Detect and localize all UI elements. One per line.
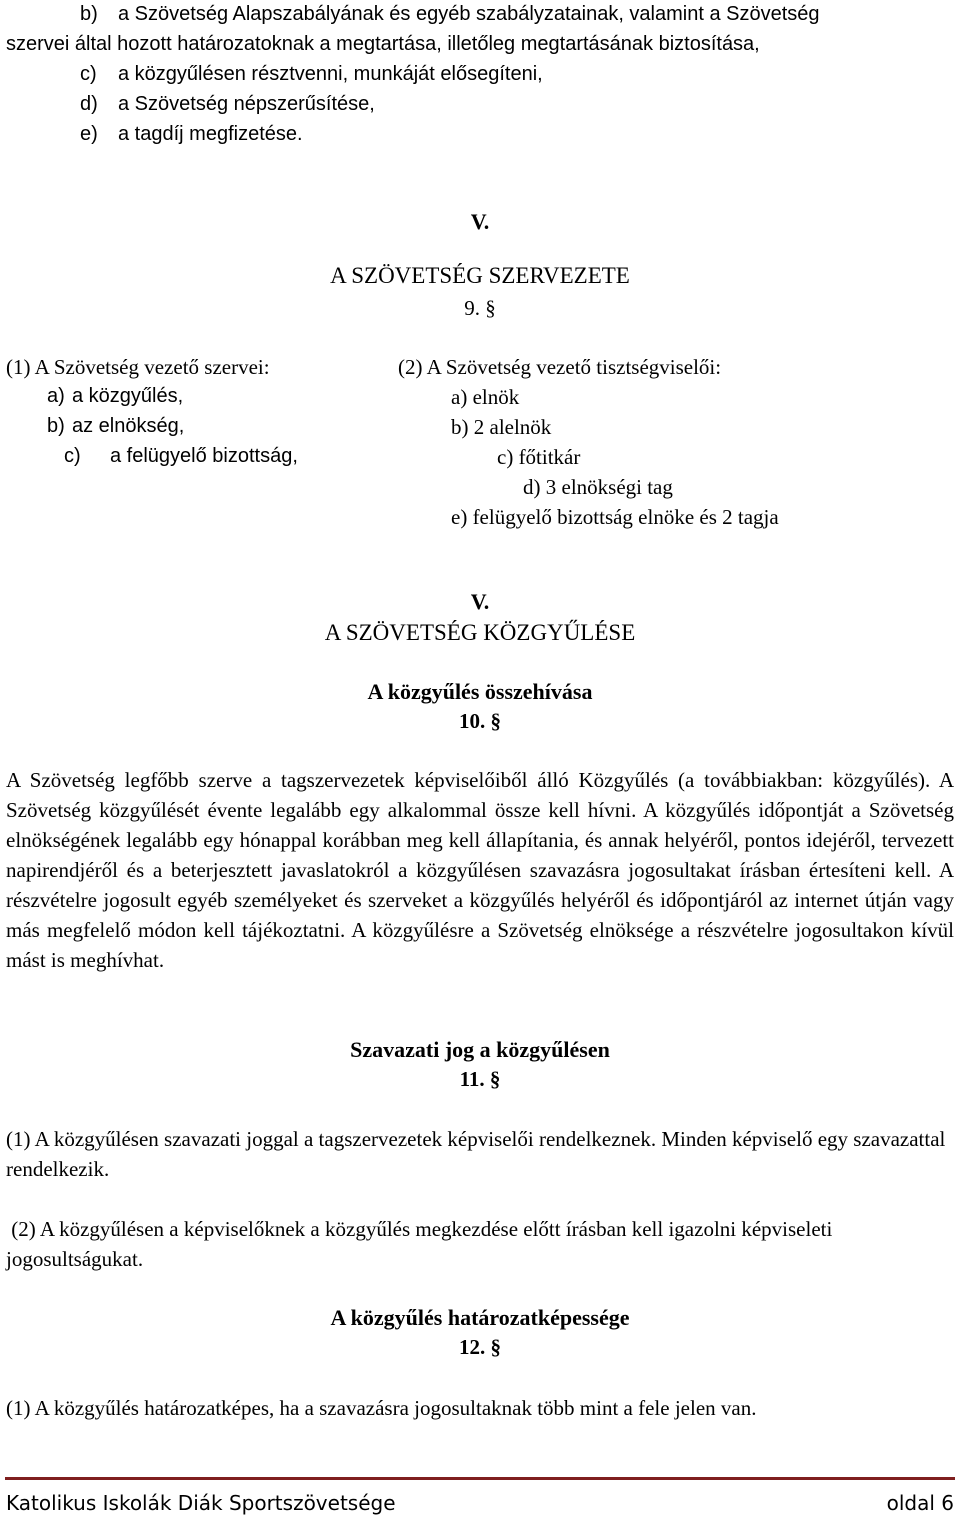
chapter-title: A SZÖVETSÉG KÖZGYŰLÉSE (324, 620, 636, 645)
convocation-paragraph: A Szövetség legfőbb szerve a tagszervezetek képviselőiből álló Közgyűlés (a továbbiakban: közgyűlés). A Szövetség közgyűlését évente legalább egy alkalommal össze kell hívni. A közgyűlés időpontját a Szövetség elnökségének legalább egy hónappal korábban meg kell állapítania, és annak helyéről, pontos idejéről, tervezett napirendjéről és a beterjesztett javaslatokról a közgyűlésen szavazásra jogosultakat írásban értesíteni kell. A részvételre jogosult egyéb személyeket és szerveket a közgyűlés helyéről és időpontjáról az internet útján vagy más megfelelő módon kell tájékoztatni. A közgyűlésre a Szövetség elnöksége a részvételre jogosultakon kívül mást is meghívhat. (6, 768, 954, 972)
chapter-number: V. (470, 589, 490, 614)
officer-item: c) főtitkár (497, 445, 581, 469)
list-item-c: a közgyűlésen résztvenni, munkáját elősegíteni, (118, 63, 543, 85)
officer-item: b) 2 alelnök (451, 415, 552, 439)
section-number: 12. § (459, 1335, 501, 1359)
list-label-d: d) (80, 93, 98, 115)
organs-heading: (1) A Szövetség vezető szervei: (6, 355, 270, 379)
subsection-title: A közgyűlés határozatképessége (330, 1305, 630, 1330)
voting-paragraph-1: (1) A közgyűlésen szavazati joggal a tagszervezetek képviselői rendelkeznek. Minden képviselő egy szavazattal rendelkezik. (6, 1127, 946, 1181)
organ-item: a felügyelő bizottság, (110, 445, 298, 467)
subsection-title: Szavazati jog a közgyűlésen (350, 1037, 610, 1062)
list-label-b: b) (80, 3, 98, 25)
organ-item: az elnökség, (72, 415, 185, 437)
list-label-c: c) (80, 63, 97, 85)
section-number: 10. § (459, 709, 501, 733)
quorum-paragraph: (1) A közgyűlés határozatképes, ha a szavazásra jogosultaknak több mint a fele jelen van. (6, 1396, 757, 1420)
organ-label: a) (47, 385, 65, 407)
footer-page-number: oldal 6 (886, 1491, 954, 1515)
officer-item: d) 3 elnökségi tag (523, 475, 673, 499)
footer-divider (5, 1477, 955, 1480)
list-item-b-line1: a Szövetség Alapszabályának és egyéb szabályzatainak, valamint a Szövetség (118, 3, 820, 25)
section-number: 9. § (464, 296, 496, 320)
organ-label: c) (64, 445, 81, 467)
chapter-title: A SZÖVETSÉG SZERVEZETE (330, 263, 630, 288)
officer-item: a) elnök (451, 385, 520, 409)
officers-heading: (2) A Szövetség vezető tisztségviselői: (398, 355, 722, 379)
section-number: 11. § (459, 1067, 501, 1091)
officer-item: e) felügyelő bizottság elnöke és 2 tagja (451, 505, 779, 529)
organ-label: b) (47, 415, 65, 437)
list-item-e: a tagdíj megfizetése. (118, 123, 303, 145)
chapter-number: V. (470, 209, 490, 234)
list-label-e: e) (80, 123, 98, 145)
subsection-title: A közgyűlés összehívása (367, 679, 593, 704)
list-item-d: a Szövetség népszerűsítése, (118, 93, 375, 115)
organ-item: a közgyűlés, (72, 385, 184, 407)
voting-paragraph-2: (2) A közgyűlésen a képviselőknek a közgyűlés megkezdése előtt írásban kell igazolni képviseleti jogosultságukat. (6, 1217, 838, 1271)
footer-organization: Katolikus Iskolák Diák Sportszövetsége (6, 1491, 396, 1515)
list-item-b-line2: szervei által hozott határozatoknak a megtartása, illetőleg megtartásának biztosítása, (6, 33, 760, 55)
